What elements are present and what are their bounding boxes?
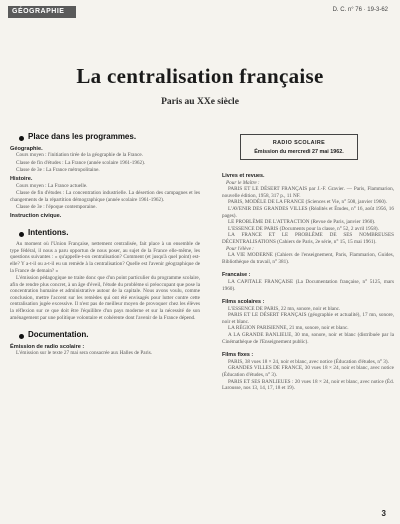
radio-box <box>240 134 358 160</box>
book-item: PARIS ET LE DÉSERT FRANÇAIS par J.-F. Gravier. — Paris, Flammarion, nouvelle édition, 1958, 317 p., 11 NF. <box>222 186 394 199</box>
hist-line: Cours moyen : La France actuelle. <box>16 182 88 189</box>
hist-line: Classe de fin d'études : La concentration industrielle. La désertion des campagnes et les changements de la répartition démographique (année scolaire 1961-1962). <box>10 190 200 203</box>
radio-date: Émission du mercredi 27 mai 1962. <box>254 148 344 155</box>
heading-intentions-text: Intentions. <box>28 227 69 237</box>
film-item: LA RÉGION PARISIENNE, 21 mn, sonore, noir et blanc. <box>228 325 349 332</box>
bullet-icon <box>19 136 24 141</box>
top-bar <box>0 0 400 22</box>
doc-text: L'émission sur le texte 27 mai sera consacrée aux Halles de Paris. <box>16 350 153 357</box>
filmstrip-item: GRANDES VILLES DE FRANCE, 30 vues 18 × 24, noir et blanc, avec notice (Éducation d'études, n° 3). <box>222 365 394 379</box>
bullet-icon <box>19 334 24 339</box>
filmstrip-item: PARIS ET SES BANLIEUES : 20 vues 18 × 24, noir et blanc, avec notice (Éd. Larousse, nos 13, 14, 17, 18 et 19). <box>222 378 394 392</box>
student-book: LA VIE MODERNE (Cahiers de l'enseignement, Paris, Flammarion, Guides, Bibliothèque du travail, n° 381). <box>222 252 394 265</box>
civic-subhead: Instruction civique. <box>10 212 62 219</box>
films-subhead: Films scolaires : <box>222 299 265 306</box>
page-subtitle: Paris au XXe siècle <box>161 97 239 107</box>
history-subhead: Histoire. <box>10 175 33 182</box>
doc-subhead: Émission de radio scolaire : <box>10 343 85 350</box>
right-column <box>222 134 394 392</box>
intent-paragraph: Au moment où l'Union Française, nettement centralisée, fait place à un ensemble de type fédéral, il nous a paru opportun de nous poser, au sujet de la France elle-même, les questions suivantes : « qu'appelle-t-on centralisation? Comment (et jusqu'à quel point) est-elle? Y a-t-il ou a-t-il eu un remède à la centralisation? Quelle est l'avenir géographique de la France de demain? » <box>10 241 200 274</box>
filmstrips-subhead: Films fixes : <box>222 352 254 359</box>
geography-subhead: Géographie. <box>10 145 43 152</box>
francais-subhead: Francaise : <box>222 272 251 279</box>
film-item: A LA GRANDE BANLIEUE, 30 mn, sonore, noir et blanc (distribuée par la Cinémathèque de l'Enseignement public). <box>222 332 394 345</box>
section-tag: GÉOGRAPHIE <box>8 6 76 18</box>
page-number: 3 <box>381 509 386 518</box>
intent-paragraph: L'émission pédagogique ne traite donc que d'un point particulier du programme scolaire, afin de rendre plus concret, à un âge d'éveil, l'étude du problème si préoccupant que pose la concentration humaine et administrative autour de la capitale. Nous avons voulu, comme conclusion, mettre l'accent sur les remèdes qui ont été envisagés pour lutter contre cette centralisation jugée excessive. Il n'est pas de meilleur moyen de provoquer chez les élèves la réflexion sur ce que doit être l'équilibre d'un pays moderne et sur la nécessité de son aménagement par une politique volontaire et cohérente dont l'avenir de la France dépend. <box>10 275 200 321</box>
film-item: L'ESSENCE DE PARIS, 22 mn, sonore, noir et blanc. <box>228 305 341 312</box>
film-item: PARIS ET LE DÉSERT FRANÇAIS (géographie et actualité), 17 mn, sonore, noir et blanc. <box>222 312 394 325</box>
document-reference: D. C. n° 76 · 19-3-62 <box>332 7 388 13</box>
geo-line: Cours moyen : l'initiation tirée de la géographie de la France. <box>16 152 143 159</box>
heading-place <box>28 134 200 141</box>
book-item: L'AVENIR DES GRANDES VILLES (Réalités et Études, n° 16, août 1956, 16 pages). <box>222 205 394 219</box>
for-teacher: Pour le Maître : <box>226 179 260 186</box>
heading-intentions <box>28 227 200 237</box>
for-student: Pour l'élève : <box>226 245 254 252</box>
left-column <box>10 134 200 358</box>
francais-text: LA CAPITALE FRANÇAISE (La Documentation française, n° 5125, mars 1960). <box>222 278 394 292</box>
book-item: L'ESSENCE DE PARIS (Documents pour la classe, n° 52, 2 avril 1958). <box>228 225 379 232</box>
geo-line: Classe de fin d'études : La France (année scolaire 1961-1962). <box>16 159 146 166</box>
bullet-icon <box>19 232 24 237</box>
filmstrip-item: PARIS, 38 vues 18 × 24, noir et blanc, avec notice (Éducation d'études, n° 3). <box>228 358 389 365</box>
heading-documentation <box>28 332 200 339</box>
heading-documentation-text: Documentation. <box>28 330 89 340</box>
books-subhead: Livres et revues. <box>222 173 265 179</box>
radio-label: RADIO SCOLAIRE <box>272 140 326 146</box>
hist-line: Classe de 3e : l'époque contemporaine. <box>16 204 97 211</box>
book-item: LE PROBLÈME DE L'ATTRACTION (Revue de Paris, janvier 1960). <box>228 219 376 226</box>
book-item: PARIS, MODÈLE DE LA FRANCE (Sciences et Vie, n° 508, janvier 1960). <box>228 199 387 206</box>
book-item: LA FRANCE ET LE PROBLÈME DE SES NOMBREUSES DÉCENTRALISATIONS (Cahiers de Paris, 2e série, n° 15, 15 mai 1961). <box>222 232 394 245</box>
page-title: La centralisation française <box>76 64 324 88</box>
geo-line: Classe de 3e : La France métropolitaine. <box>16 167 100 174</box>
heading-place-text: Place dans les programmes. <box>28 132 137 141</box>
